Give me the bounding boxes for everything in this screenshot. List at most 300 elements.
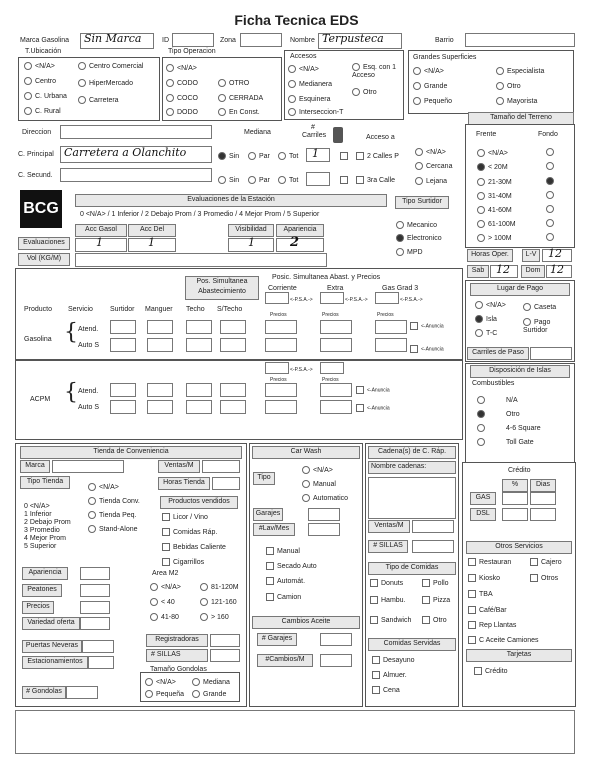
- gas-surtidor-atend[interactable]: [110, 320, 136, 334]
- gas-manguer-atend[interactable]: [147, 320, 173, 334]
- ubicacion-opt-label: Carretera: [89, 96, 119, 104]
- psa-field[interactable]: [320, 292, 344, 304]
- radio-icon: [302, 494, 310, 502]
- apariencia-t-field[interactable]: [80, 567, 110, 580]
- acceso-opt[interactable]: [356, 152, 399, 161]
- radio-icon: [200, 613, 208, 621]
- gas-stecho-autos[interactable]: [220, 338, 246, 352]
- radio-icon: [288, 80, 296, 88]
- psa-field[interactable]: [265, 292, 289, 304]
- comida-opt[interactable]: [370, 616, 411, 625]
- acpm-precio-field[interactable]: [265, 400, 297, 414]
- vol-label: Vol (KG/M): [18, 253, 70, 266]
- garajes-field[interactable]: [308, 508, 340, 521]
- gond-opt[interactable]: [192, 690, 226, 699]
- secund-field[interactable]: [60, 168, 212, 182]
- ubicacion-opt-label: Centro: [35, 77, 57, 85]
- cambios-aceite-header: Cambios Aceite: [252, 616, 360, 629]
- anuncia-check[interactable]: [410, 322, 444, 330]
- servidas-opt[interactable]: [372, 686, 400, 695]
- pct-label: %: [502, 479, 528, 492]
- gas-precio-field[interactable]: [265, 320, 297, 334]
- area-opt[interactable]: [150, 583, 181, 592]
- visibilidad-label: Visibilidad: [228, 224, 274, 237]
- terreno-row[interactable]: [477, 206, 512, 215]
- gas-stecho-atend[interactable]: [220, 320, 246, 334]
- acpm-techo-atend[interactable]: [186, 383, 212, 397]
- gond-opt-label: <N/A>: [156, 678, 176, 686]
- accesos-opt[interactable]: [288, 80, 332, 89]
- comments-field[interactable]: [15, 710, 575, 754]
- checkbox-icon: [410, 322, 418, 330]
- acceso-opt[interactable]: [340, 152, 351, 161]
- dom-label: Dom: [521, 265, 545, 278]
- anuncia-label: <-Anuncia: [421, 323, 444, 330]
- mediana-opt[interactable]: [218, 152, 239, 161]
- gas-techo-autos[interactable]: [186, 338, 212, 352]
- psa-field[interactable]: [320, 362, 344, 374]
- tipo-tienda-label: Tipo Tienda: [20, 476, 70, 489]
- islas-opt-label: N/A: [506, 396, 518, 404]
- num-garajes-field[interactable]: [320, 633, 352, 646]
- acceso-opt-label: <N/A>: [426, 148, 446, 156]
- ubicacion-opt-label: C. Rural: [35, 107, 61, 115]
- zona-field[interactable]: [240, 33, 282, 47]
- mediana-opt[interactable]: [278, 152, 298, 161]
- visibilidad-value: 1: [248, 236, 255, 249]
- area-opt[interactable]: [200, 613, 229, 622]
- tipo-operacion-opt[interactable]: [218, 79, 249, 88]
- tipo-operacion-label: Tipo Operacion: [168, 48, 216, 55]
- dsl-pct-field[interactable]: [502, 508, 528, 521]
- psa-label: <-P.S.A.->: [290, 297, 313, 303]
- gas-manguer-autos[interactable]: [147, 338, 173, 352]
- radio-icon: [78, 96, 86, 104]
- tienda-ventas-label: Ventas/M: [158, 460, 200, 473]
- gs-opt[interactable]: [413, 82, 447, 91]
- comida-opt[interactable]: [422, 616, 447, 625]
- gas-precio-field[interactable]: [375, 320, 407, 334]
- gs-opt[interactable]: [413, 67, 444, 76]
- acpm-techo-autos[interactable]: [186, 400, 212, 414]
- precios-t-field[interactable]: [80, 601, 110, 614]
- accesos-opt[interactable]: [288, 108, 343, 117]
- gas-precio-field[interactable]: [375, 338, 407, 352]
- radio-icon: [248, 152, 256, 160]
- terreno-opt-label: > 100M: [488, 234, 512, 242]
- apariencia-field[interactable]: [276, 238, 324, 252]
- estacionamientos-field[interactable]: [88, 656, 114, 669]
- autos-label: Auto S: [78, 404, 100, 411]
- area-opt[interactable]: [150, 613, 179, 622]
- sillas-t-field[interactable]: [210, 649, 240, 662]
- ubicacion-opt[interactable]: [24, 62, 55, 71]
- checkbox-icon: [468, 636, 476, 644]
- form-title: Ficha Tecnica EDS: [234, 12, 359, 28]
- comida-opt-label: Hambu.: [381, 596, 406, 604]
- psa-field[interactable]: [265, 362, 289, 374]
- radio-icon: [218, 108, 226, 116]
- puertas-field[interactable]: [82, 640, 114, 653]
- radio-icon: [248, 176, 256, 184]
- radio-icon: [496, 67, 504, 75]
- carwash-opt-label: Camion: [277, 593, 302, 601]
- acpm-surtidor-atend[interactable]: [110, 383, 136, 397]
- gs-opt[interactable]: [496, 97, 537, 106]
- terreno-header: Tamaño del Terreno: [468, 112, 574, 125]
- terreno-row[interactable]: [477, 163, 508, 172]
- gas-precio-field[interactable]: [265, 338, 297, 352]
- carwash-opt-label: Manual: [277, 547, 300, 555]
- mediana2-opt-label: Sin: [229, 176, 240, 184]
- servidas-opt[interactable]: [372, 671, 407, 680]
- registradoras-label: Registradoras: [146, 634, 208, 647]
- radio-icon: [475, 329, 483, 337]
- area-opt[interactable]: [200, 583, 239, 592]
- acpm-manguer-atend[interactable]: [147, 383, 173, 397]
- gs-opt[interactable]: [496, 67, 544, 76]
- radio-icon: [166, 108, 174, 116]
- tienda-header: Tienda de Conveniencia: [20, 446, 242, 459]
- tipo-operacion-opt[interactable]: [166, 94, 198, 103]
- acceso-opt[interactable]: [415, 148, 446, 157]
- tipo-tienda-opt[interactable]: [88, 511, 137, 520]
- tipo-tienda-opt[interactable]: [88, 497, 140, 506]
- terreno-row[interactable]: [477, 149, 508, 158]
- carwash-opt-label: Automát.: [277, 577, 306, 585]
- comida-opt[interactable]: [422, 579, 449, 588]
- cambios-mes-field[interactable]: [320, 654, 352, 667]
- barrio-field[interactable]: [465, 33, 575, 47]
- col-header: Manguer: [145, 306, 173, 313]
- area-opt[interactable]: [150, 598, 175, 607]
- gs-opt-label: Otro: [507, 82, 521, 90]
- tipo-tienda-opt-label: Tienda Conv.: [99, 497, 140, 505]
- prod-opt-label: Bebidas Caliente: [173, 543, 226, 551]
- ubicacion-opt-label: HiperMercado: [89, 79, 133, 87]
- radio-icon: [413, 97, 421, 105]
- corriente-label: Corriente: [268, 285, 297, 292]
- mediana2-opt[interactable]: [248, 176, 270, 185]
- radio-icon: [523, 303, 531, 311]
- radio-icon: [302, 466, 310, 474]
- accesos-opt-label: <N/A>: [299, 65, 319, 73]
- radio-icon: [477, 163, 485, 171]
- ubicacion-opt[interactable]: [78, 96, 119, 105]
- radio-icon: [166, 64, 174, 72]
- checkbox-icon: [474, 667, 482, 675]
- acpm-stecho-atend[interactable]: [220, 383, 246, 397]
- gas-pct-field[interactable]: [502, 492, 528, 505]
- carriles-paso-label: Carriles de Paso: [467, 347, 529, 360]
- radio-icon: [415, 177, 423, 185]
- terreno-row[interactable]: [477, 192, 512, 201]
- dsl-dias-field[interactable]: [530, 508, 556, 521]
- direccion-field[interactable]: [60, 125, 212, 139]
- horas-tienda-field[interactable]: [212, 477, 240, 490]
- tipo-operacion-opt[interactable]: [166, 64, 197, 73]
- surtidor-opt-label: MPD: [407, 248, 423, 256]
- otros-opt-label: Restauran: [479, 558, 512, 566]
- islas-opt[interactable]: [477, 424, 541, 433]
- mediana2-opt[interactable]: [278, 176, 298, 185]
- radio-icon: [200, 598, 208, 606]
- comida-opt[interactable]: [370, 596, 406, 605]
- pago-opt[interactable]: [523, 303, 556, 312]
- checkbox-icon: [356, 152, 364, 160]
- islas-opt[interactable]: [477, 410, 520, 419]
- carriles2-field[interactable]: [306, 172, 330, 186]
- area-opt[interactable]: [200, 598, 237, 607]
- checkbox-icon: [266, 593, 274, 601]
- tipo-tienda-opt-label: <N/A>: [99, 483, 119, 491]
- tipo-operacion-opt-label: OTRO: [229, 79, 250, 87]
- gas-precio-field[interactable]: [320, 320, 352, 334]
- tipo-operacion-opt[interactable]: [218, 108, 260, 117]
- accesos-opt[interactable]: [352, 88, 377, 97]
- otros-opt[interactable]: [468, 590, 493, 599]
- dom-value: 12: [550, 263, 564, 276]
- carwash-opt[interactable]: [266, 593, 301, 602]
- radio-icon: [477, 192, 485, 200]
- fondo-radio[interactable]: [546, 219, 557, 227]
- tienda-ventas-field[interactable]: [202, 460, 240, 473]
- carwash-tipo-opt[interactable]: [302, 466, 333, 475]
- carwash-tipo-opt[interactable]: [302, 480, 336, 489]
- pago-opt-label: Caseta: [534, 303, 557, 311]
- scale-item: 5 Superior: [24, 543, 57, 550]
- fondo-radio[interactable]: [546, 148, 557, 156]
- acpm-stecho-autos[interactable]: [220, 400, 246, 414]
- cadena-sillas-field[interactable]: [412, 540, 454, 553]
- carwash-opt[interactable]: [266, 577, 305, 586]
- servidas-opt[interactable]: [372, 656, 415, 665]
- acceso2-opt[interactable]: [356, 176, 395, 185]
- islas-opt[interactable]: [477, 438, 534, 447]
- fondo-radio[interactable]: [546, 233, 557, 241]
- psa-label: <-P.S.A.->: [290, 367, 313, 373]
- id-field[interactable]: [172, 33, 214, 47]
- principal-label: C. Principal: [18, 151, 54, 158]
- acceso-opt[interactable]: [415, 162, 452, 171]
- carwash-tipo-opt[interactable]: [302, 494, 348, 503]
- ubicacion-opt[interactable]: [24, 77, 56, 86]
- radio-icon: [477, 149, 485, 157]
- radio-icon: [546, 191, 554, 199]
- comida-opt-label: Sandwich: [381, 616, 412, 624]
- puertas-label: Puertas Neveras: [22, 640, 82, 653]
- prod-opt[interactable]: [162, 513, 208, 522]
- gs-opt-label: Grande: [424, 82, 448, 90]
- radio-icon: [302, 480, 310, 488]
- carwash-opt[interactable]: [266, 547, 300, 556]
- otros-opt[interactable]: [530, 558, 562, 567]
- ubicacion-opt[interactable]: [24, 92, 67, 101]
- anuncia-label: <-Anuncia: [367, 405, 390, 412]
- terreno-opt-label: 41-60M: [488, 206, 512, 214]
- mediana2-opt[interactable]: [218, 176, 239, 185]
- acpm-manguer-autos[interactable]: [147, 400, 173, 414]
- islas-opt[interactable]: [477, 396, 518, 405]
- otros-opt-label: TBA: [479, 590, 493, 598]
- acpm-precio-field[interactable]: [320, 383, 352, 397]
- gas-surtidor-autos[interactable]: [110, 338, 136, 352]
- gond-opt[interactable]: [145, 690, 184, 699]
- radio-icon: [24, 77, 32, 85]
- terreno-opt-label: < 20M: [488, 163, 508, 171]
- col-header: Producto: [24, 306, 53, 313]
- otros-opt[interactable]: [468, 606, 507, 615]
- principal-value: Carretera a Olanchito: [64, 146, 187, 159]
- fondo-radio[interactable]: [546, 177, 557, 185]
- pago-opt-label: Isla: [486, 315, 497, 323]
- vol-field[interactable]: [75, 253, 327, 267]
- col-header: Techo: [186, 306, 205, 313]
- dias-label: Dias: [530, 479, 556, 492]
- marca-label: Marca Gasolina: [20, 37, 70, 44]
- accesos-opt[interactable]: [352, 63, 400, 80]
- area-opt-label: > 160: [211, 613, 229, 621]
- fondo-radio[interactable]: [546, 205, 557, 213]
- cadena-ventas-field[interactable]: [412, 520, 454, 533]
- acpm-precio-field[interactable]: [320, 400, 352, 414]
- radio-icon: [192, 678, 200, 686]
- radio-icon: [200, 583, 208, 591]
- tipo-operacion-opt-label: En Const.: [229, 108, 260, 116]
- registradoras-field[interactable]: [210, 634, 240, 647]
- pago-opt[interactable]: [475, 301, 506, 310]
- gs-opt[interactable]: [413, 97, 452, 106]
- comida-opt[interactable]: [422, 596, 450, 605]
- accesos-opt[interactable]: [288, 65, 319, 74]
- fondo-radio[interactable]: [546, 191, 557, 199]
- num-gondolas-field[interactable]: [66, 686, 98, 699]
- nombre-cadenas-field[interactable]: [368, 477, 456, 519]
- gond-opt[interactable]: [192, 678, 230, 687]
- variedad-field[interactable]: [80, 617, 110, 630]
- radio-icon: [523, 318, 531, 326]
- credito-label: Crédito: [508, 467, 531, 474]
- otros-opt[interactable]: [468, 636, 539, 645]
- gas-precio-field[interactable]: [320, 338, 352, 352]
- ubicacion-opt[interactable]: [78, 62, 143, 71]
- ubicacion-opt-label: C. Urbana: [35, 92, 67, 100]
- acceso-opt-label: Cercana: [426, 162, 453, 170]
- ubicacion-label: T.Ubicación: [25, 48, 62, 55]
- apariencia-value: 2: [290, 235, 300, 250]
- prod-opt[interactable]: [162, 528, 217, 537]
- peatones-label: Peatones: [22, 584, 62, 597]
- comida-opt-label: Pollo: [433, 579, 449, 587]
- estacionamientos-label: Estacionamientos: [22, 656, 88, 669]
- barrio-label: Barrio: [435, 37, 454, 44]
- tarjetas-opt[interactable]: [474, 667, 508, 676]
- tipo-operacion-opt-label: <N/A>: [177, 64, 197, 72]
- fondo-radio[interactable]: [546, 162, 557, 170]
- ubicacion-opt-label: <N/A>: [35, 62, 55, 70]
- checkbox-icon: [372, 656, 380, 664]
- peatones-field[interactable]: [80, 584, 110, 597]
- lav-mes-field[interactable]: [308, 523, 340, 536]
- surtidor-opt[interactable]: [396, 234, 442, 243]
- prod-opt[interactable]: [162, 543, 226, 552]
- anuncia-check[interactable]: [356, 386, 390, 394]
- fondo-label: Fondo: [538, 131, 558, 138]
- radio-icon: [218, 176, 226, 184]
- acpm-surtidor-autos[interactable]: [110, 400, 136, 414]
- anuncia-check[interactable]: [410, 345, 444, 353]
- prod-opt[interactable]: [162, 558, 204, 567]
- acceso2-opt[interactable]: [340, 176, 351, 185]
- pago-opt[interactable]: [475, 329, 497, 338]
- gas-dias-field[interactable]: [530, 492, 556, 505]
- radio-icon: [24, 107, 32, 115]
- radio-icon: [150, 583, 158, 591]
- tienda-marca-field[interactable]: [52, 460, 124, 473]
- terreno-row[interactable]: [477, 178, 512, 187]
- precios-label: Precios: [322, 312, 339, 318]
- otros-opt[interactable]: [468, 621, 516, 630]
- carwash-opt-label: Secado Auto: [277, 562, 317, 570]
- tipo-operacion-opt[interactable]: [166, 108, 198, 117]
- ubicacion-opt[interactable]: [78, 79, 133, 88]
- radio-icon: [288, 65, 296, 73]
- gas-techo-atend[interactable]: [186, 320, 212, 334]
- otros-opt[interactable]: [468, 558, 511, 567]
- anuncia-check[interactable]: [356, 404, 390, 412]
- ubicacion-opt[interactable]: [24, 107, 61, 116]
- pago-opt[interactable]: [475, 315, 497, 324]
- gond-opt[interactable]: [145, 678, 176, 687]
- checkbox-icon: [372, 671, 380, 679]
- accesos-opt[interactable]: [288, 95, 331, 104]
- tipo-operacion-opt[interactable]: [166, 79, 198, 88]
- terreno-row[interactable]: [477, 234, 512, 243]
- psa-field[interactable]: [375, 292, 399, 304]
- surtidor-opt[interactable]: [396, 248, 423, 257]
- col-header: Surtidor: [110, 306, 135, 313]
- ubicacion-opt-label: Centro Comercial: [89, 62, 144, 70]
- tipo-operacion-opt[interactable]: [218, 94, 263, 103]
- radio-icon: [218, 152, 226, 160]
- surtidor-opt[interactable]: [396, 221, 437, 230]
- otros-opt[interactable]: [468, 574, 500, 583]
- mediana-opt[interactable]: [248, 152, 270, 161]
- gs-opt[interactable]: [496, 82, 521, 91]
- horas-tienda-label: Horas Tienda: [158, 477, 210, 490]
- otros-opt[interactable]: [530, 574, 558, 583]
- acpm-label: ACPM: [30, 396, 51, 403]
- acpm-precio-field[interactable]: [265, 383, 297, 397]
- carwash-tipo-opt-label: Manual: [313, 480, 336, 488]
- atend-label: Atend.: [78, 326, 99, 333]
- checkbox-icon: [530, 558, 538, 566]
- carwash-opt[interactable]: [266, 562, 317, 571]
- checkbox-icon: [468, 606, 476, 614]
- brace-icon: {: [64, 380, 78, 405]
- carriles-paso-field[interactable]: [530, 347, 572, 360]
- terreno-row[interactable]: [477, 220, 516, 229]
- radio-icon: [546, 205, 554, 213]
- pago-opt[interactable]: [523, 318, 567, 335]
- comida-opt[interactable]: [370, 579, 403, 588]
- checkbox-icon: [370, 616, 378, 624]
- acceso-opt[interactable]: [415, 177, 447, 186]
- radio-icon: [413, 67, 421, 75]
- otros-opt-label: C Aceite Camiones: [479, 636, 539, 644]
- tipo-tienda-opt[interactable]: [88, 483, 119, 492]
- tipo-tienda-opt[interactable]: [88, 525, 138, 534]
